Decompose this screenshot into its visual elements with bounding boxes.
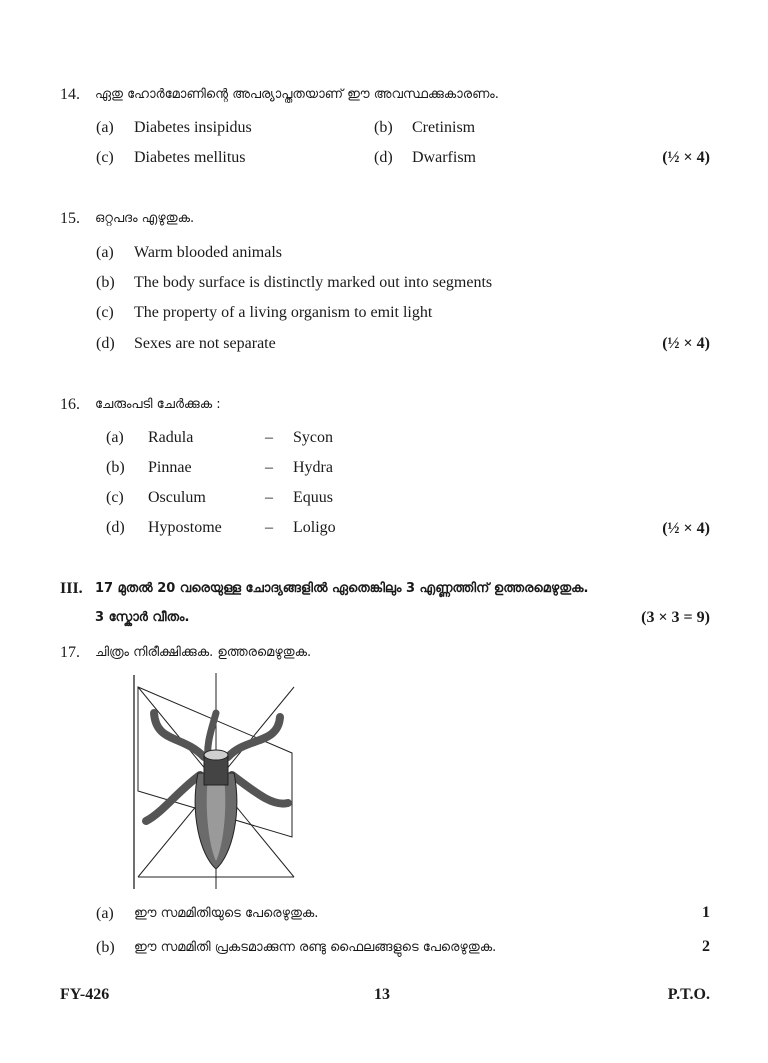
q16-row-a-right: Sycon [293,429,333,446]
q16-row-d-label: (d) [106,519,125,536]
q15-number: 15. [60,210,80,227]
q16-marks: (½ × 4) [662,520,710,537]
q16-row-d-dash: – [265,519,273,536]
footer-paper-code: FY-426 [60,986,110,1003]
q14-option-d: Dwarfism [412,149,476,166]
q15-option-a: Warm blooded animals [134,244,283,261]
q17-part-a-label: (a) [96,905,114,922]
q14-option-d-label: (d) [374,149,393,166]
q17-part-b: ഈ സമമിതി പ്രകടമാക്കുന്ന രണ്ടു ഫൈലങ്ങളുടെ പേരെഴുതുക. [134,940,497,955]
symmetry-figure [128,673,300,893]
q16-row-b-left: Pinnae [148,459,192,476]
section-instruction: 17 മുതൽ 20 വരെയുള്ള ചോദ്യങ്ങളിൽ ഏതെങ്കിലും 3 എണ്ണത്തിന് ഉത്തരമെഴുതുക. [95,581,589,596]
q17-number: 17. [60,644,80,661]
q17-part-a-marks: 1 [702,904,710,921]
q14-marks: (½ × 4) [662,149,710,166]
q17-part-b-label: (b) [96,939,115,956]
q14-option-b: Cretinism [412,119,476,136]
footer-pto: P.T.O. [667,986,710,1003]
q16-row-a-dash: – [265,429,273,446]
q15-option-b: The body surface is distinctly marked out into segments [134,274,493,291]
hydra-body [195,750,237,869]
q15-marks: (½ × 4) [662,335,710,352]
q17-part-a: ഈ സമമിതിയുടെ പേരെഴുതുക. [134,906,319,921]
q17-text: ചിത്രം നിരീക്ഷിക്കുക. ഉത്തരമെഴുതുക. [95,645,312,660]
q15-option-a-label: (a) [96,244,114,261]
q16-row-c-left: Osculum [148,489,206,506]
q14-option-c: Diabetes mellitus [134,149,246,166]
q16-text: ചേരുംപടി ചേർക്കുക : [95,397,221,412]
q14-option-b-label: (b) [374,119,393,136]
q15-text: ഒറ്റപദം എഴുതുക. [95,211,195,226]
q15-option-d-label: (d) [96,335,115,352]
q16-row-a-label: (a) [106,429,124,446]
q16-row-d-left: Hypostome [148,519,222,536]
q16-row-c-right: Equus [293,489,333,506]
section-marks: (3 × 3 = 9) [641,609,710,626]
q15-option-c: The property of a living organism to emit light [134,304,433,321]
q16-row-b-right: Hydra [293,459,333,476]
q14-number: 14. [60,86,80,103]
q16-row-c-label: (c) [106,489,124,506]
q16-row-d-right: Loligo [293,519,336,536]
q16-row-b-dash: – [265,459,273,476]
q15-option-d: Sexes are not separate [134,335,276,352]
q16-row-a-left: Radula [148,429,194,446]
q16-row-b-label: (b) [106,459,125,476]
q14-text: ഏതു ഹോർമോണിന്റെ അപര്യാപ്തതയാണ് ഈ അവസ്ഥക്കുകാരണം. [95,87,499,102]
q16-row-c-dash: – [265,489,273,506]
q14-option-c-label: (c) [96,149,114,166]
q14-option-a-label: (a) [96,119,114,136]
q15-option-c-label: (c) [96,304,114,321]
footer-page-number: 13 [374,986,390,1003]
q16-number: 16. [60,396,80,413]
section-score-note: 3 സ്കോർ വീതം. [95,610,190,625]
section-number: III. [60,580,83,597]
q14-option-a: Diabetes insipidus [134,119,252,136]
q17-part-b-marks: 2 [702,938,710,955]
q15-option-b-label: (b) [96,274,115,291]
